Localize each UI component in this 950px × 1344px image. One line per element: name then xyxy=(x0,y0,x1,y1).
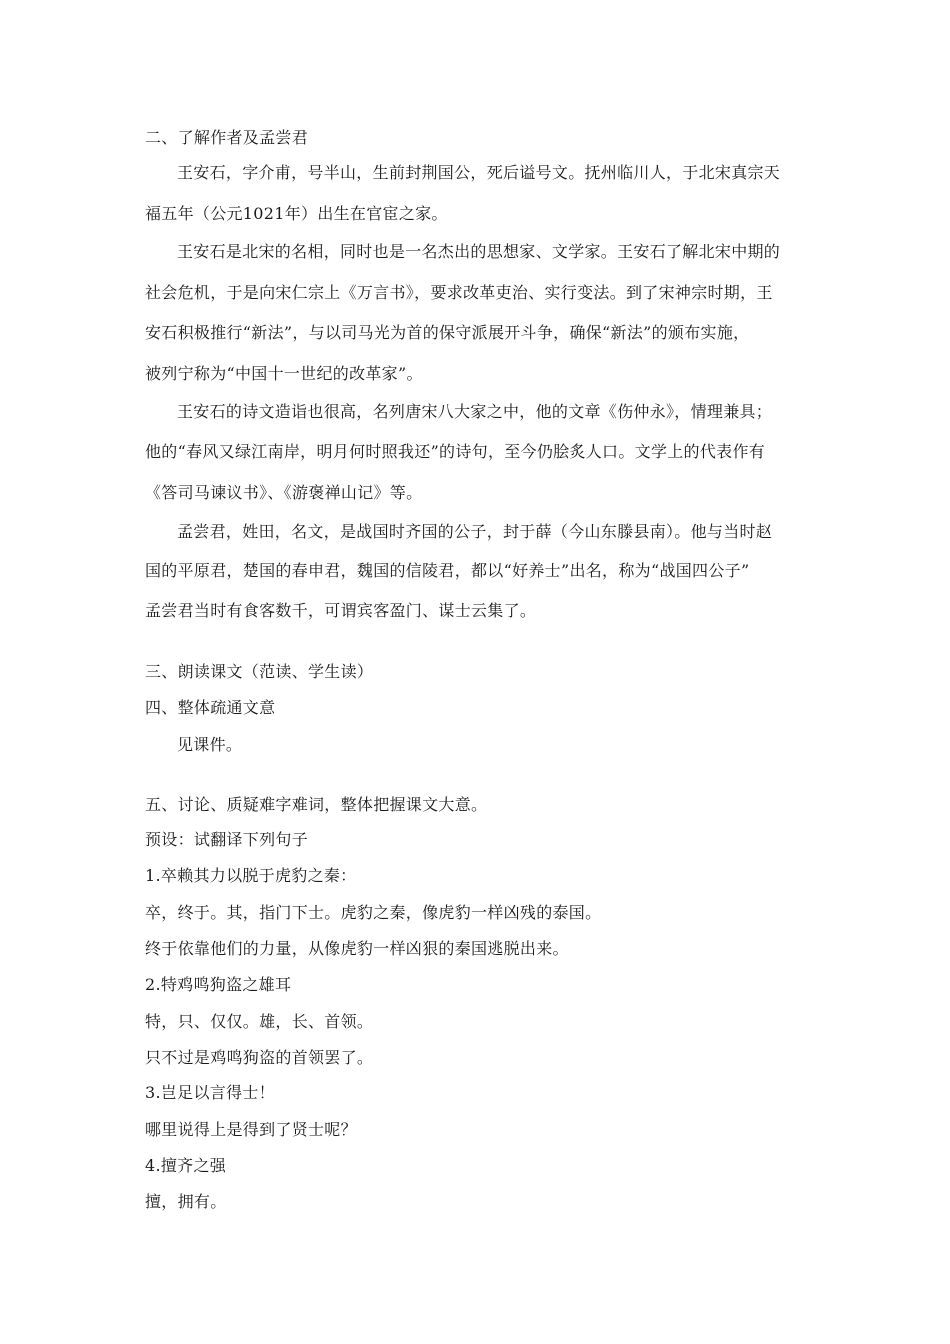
paragraph-line: 孟尝君，姓田，名文，是战国时齐国的公子，封于薛（今山东滕县南）。他与当时赵 xyxy=(177,522,773,541)
sentence-translation: 终于依靠他们的力量，从像虎豹一样凶狠的秦国逃脱出来。 xyxy=(145,939,569,958)
section-heading-author: 二、了解作者及孟尝君 xyxy=(145,128,309,147)
sentence-notes: 哪里说得上是得到了贤士呢？ xyxy=(145,1120,357,1139)
sentence-notes: 擅，拥有。 xyxy=(145,1192,227,1211)
paragraph-line: 王安石是北宋的名相，同时也是一名杰出的思想家、文学家。王安石了解北宋中期的 xyxy=(177,242,781,261)
paragraph-line: 《答司马谏议书》、《游褒禅山记》等。 xyxy=(145,483,423,502)
paragraph-line: 孟尝君当时有食客数千，可谓宾客盈门、谋士云集了。 xyxy=(145,601,537,620)
paragraph-line: 安石积极推行“新法”，与以司马光为首的保守派展开斗争，确保“新法”的颁布实施， xyxy=(145,323,750,342)
paragraph-line: 他的“春风又绿江南岸，明月何时照我还”的诗句，至今仍脍炙人口。文学上的代表作有 xyxy=(145,442,766,461)
section-heading-meaning: 四、整体疏通文意 xyxy=(145,698,276,717)
sentence-translation: 只不过是鸡鸣狗盗的首领罢了。 xyxy=(145,1048,374,1067)
paragraph-line: 被列宁称为“中国十一世纪的改革家”。 xyxy=(145,364,423,383)
paragraph-line: 国的平原君，楚国的春申君，魏国的信陵君，都以“好养士”出名，称为“战国四公子” xyxy=(145,561,750,580)
sentence-item: 1.卒赖其力以脱于虎豹之秦： xyxy=(145,866,357,885)
sentence-item: 3.岂足以言得士！ xyxy=(145,1083,275,1102)
sentence-item: 4.擅齐之强 xyxy=(145,1156,227,1175)
section-heading-discussion: 五、讨论、质疑难字难词，整体把握课文大意。 xyxy=(145,795,488,814)
paragraph-line: 社会危机，于是向宋仁宗上《万言书》，要求改革吏治、实行变法。到了宋神宗时期，王 xyxy=(145,283,773,302)
section-heading-reading: 三、朗读课文（范读、学生读） xyxy=(145,662,374,681)
preset-line: 预设：试翻译下列句子 xyxy=(145,830,309,849)
sentence-notes: 特，只、仅仅。雄，长、首领。 xyxy=(145,1012,374,1031)
paragraph-line: 见课件。 xyxy=(177,735,243,754)
paragraph-line: 王安石的诗文造诣也很高，名列唐宋八大家之中，他的文章《伤仲永》，情理兼具； xyxy=(177,402,773,421)
sentence-item: 2.特鸡鸣狗盗之雄耳 xyxy=(145,975,292,994)
paragraph-line: 王安石，字介甫，号半山，生前封荆国公，死后谥号文。抚州临川人，于北宋真宗天 xyxy=(177,163,781,182)
paragraph-line: 福五年（公元1021年）出生在官宦之家。 xyxy=(145,204,448,223)
sentence-notes: 卒，终于。其，指门下士。虎豹之秦，像虎豹一样凶残的泰国。 xyxy=(145,903,602,922)
